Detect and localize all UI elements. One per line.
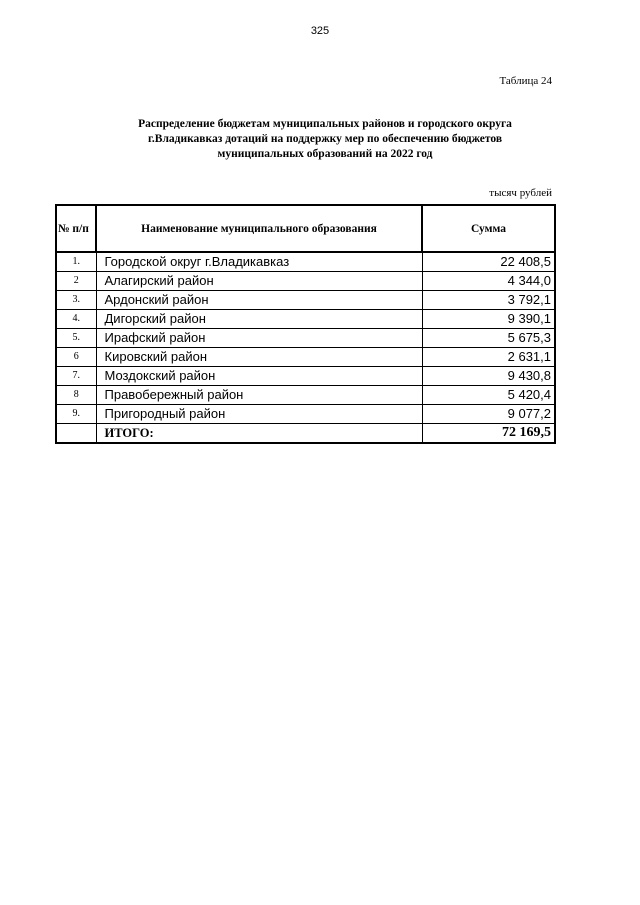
table-row [56,291,555,310]
total-number [56,424,96,444]
row-name: Моздокский район [96,367,422,386]
header-number: № п/п [56,205,96,252]
row-name: Ардонский район [96,291,422,310]
table-row [56,348,555,367]
header-sum: Сумма [422,205,555,252]
row-sum: 5 420,4 [422,386,555,405]
table-row [56,272,555,291]
total-sum: 72 169,5 [422,424,555,444]
row-number: 8 [56,386,96,405]
row-number: 5. [56,329,96,348]
row-sum: 5 675,3 [422,329,555,348]
row-name: Ирафский район [96,329,422,348]
row-name: Алагирский район [96,272,422,291]
row-name: Пригородный район [96,405,422,424]
row-number: 6 [56,348,96,367]
table-total-row [56,424,555,444]
table-row [56,310,555,329]
row-sum: 9 430,8 [422,367,555,386]
title-line: муниципальных образований на 2022 год [217,148,433,160]
page-number: 325 [310,25,330,37]
row-sum: 9 390,1 [422,310,555,329]
row-name: Правобережный район [96,386,422,405]
title-line: г.Владикавказ дотаций на поддержку мер по обеспечению бюджетов [147,133,503,145]
document-title [90,117,560,162]
row-number: 4. [56,310,96,329]
table-header-row [56,205,555,252]
table-row [56,386,555,405]
total-label: ИТОГО: [96,424,422,444]
row-name: Кировский район [96,348,422,367]
row-sum: 9 077,2 [422,405,555,424]
row-sum: 3 792,1 [422,291,555,310]
table-row [56,252,555,272]
title-line: Распределение бюджетам муниципальных районов и городского округа [138,118,512,130]
row-number: 1. [56,252,96,272]
row-sum: 2 631,1 [422,348,555,367]
budget-table [55,204,556,444]
row-name: Дигорский район [96,310,422,329]
row-number: 7. [56,367,96,386]
table-label: Таблица 24 [499,75,552,87]
row-number: 3. [56,291,96,310]
row-name: Городской округ г.Владикавказ [96,252,422,272]
header-name: Наименование муниципального образования [96,205,422,252]
row-number: 2 [56,272,96,291]
row-number: 9. [56,405,96,424]
row-sum: 4 344,0 [422,272,555,291]
table-row [56,329,555,348]
table-row [56,367,555,386]
units-label: тысяч рублей [489,187,552,199]
table-row [56,405,555,424]
row-sum: 22 408,5 [422,252,555,272]
